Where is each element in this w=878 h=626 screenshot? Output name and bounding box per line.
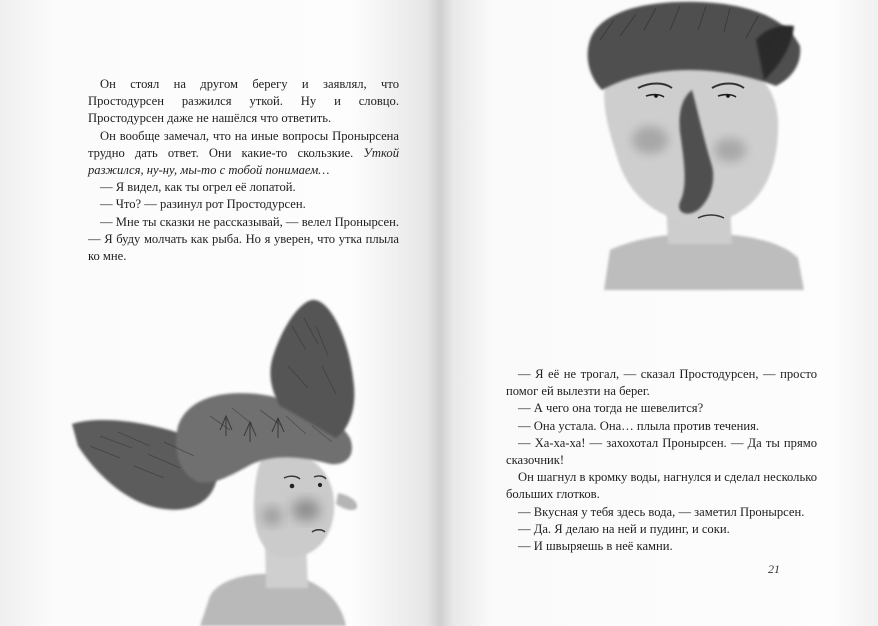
italic-text: Уткой разжился, ну-ну, мы-то с тобой понимаем… <box>88 145 399 178</box>
paragraph <box>88 76 399 128</box>
text-run: — Что? — разинул рот Простодурсен. <box>100 197 306 212</box>
text-run: — Вкусная у тебя здесь вода, — заметил Пронырсен. <box>518 504 805 519</box>
paragraph <box>506 400 817 417</box>
text-run: — Мне ты сказки не рассказывай, — велел Пронырсен. — Я буду молчать как рыба. Но я уверен, что утка плыла ко мне. <box>88 214 399 264</box>
text-run: Он вообще замечал, что на иные вопросы Пронырсена трудно дать ответ. Они какие-то скользкие. <box>88 128 399 160</box>
paragraph <box>506 418 817 435</box>
paragraph <box>506 435 817 469</box>
paragraph <box>88 196 399 213</box>
face-long-nose-illustration <box>580 0 840 296</box>
paragraph <box>88 128 399 180</box>
page-number: 21 <box>768 562 780 576</box>
character-hat-illustration <box>60 296 380 626</box>
paragraph <box>506 504 817 521</box>
left-page-text <box>88 76 399 265</box>
text-run: — А чего она тогда не шевелится? <box>518 401 704 416</box>
text-run: — И швыряешь в неё камни. <box>518 539 673 554</box>
paragraph <box>88 179 399 196</box>
text-run: Он стоял на другом берегу и заявлял, что Простодурсен разжился уткой. Ну и словцо. Простодурсен даже не нашёлся что ответить. <box>88 77 399 126</box>
paragraph <box>506 521 817 538</box>
paragraph <box>88 214 399 266</box>
right-page <box>440 0 878 626</box>
text-run: — Да. Я делаю на ней и пудинг, и соки. <box>518 521 730 536</box>
paragraph <box>506 469 817 503</box>
text-run: Он шагнул в кромку воды, нагнулся и сделал несколько больших глотков. <box>506 470 817 502</box>
text-run: — Я её не трогал, — сказал Простодурсен, — просто помог ей вылезти на берег. <box>506 367 817 399</box>
text-run: — Она устала. Она… плыла против течения. <box>518 418 760 433</box>
paragraph <box>506 366 817 400</box>
paragraph <box>506 538 817 555</box>
text-run: — Я видел, как ты огрел её лопатой. <box>100 180 296 195</box>
right-page-text <box>506 366 817 555</box>
text-run: — Ха-ха-ха! — захохотал Пронырсен. — Да ты прямо сказочник! <box>506 435 817 468</box>
